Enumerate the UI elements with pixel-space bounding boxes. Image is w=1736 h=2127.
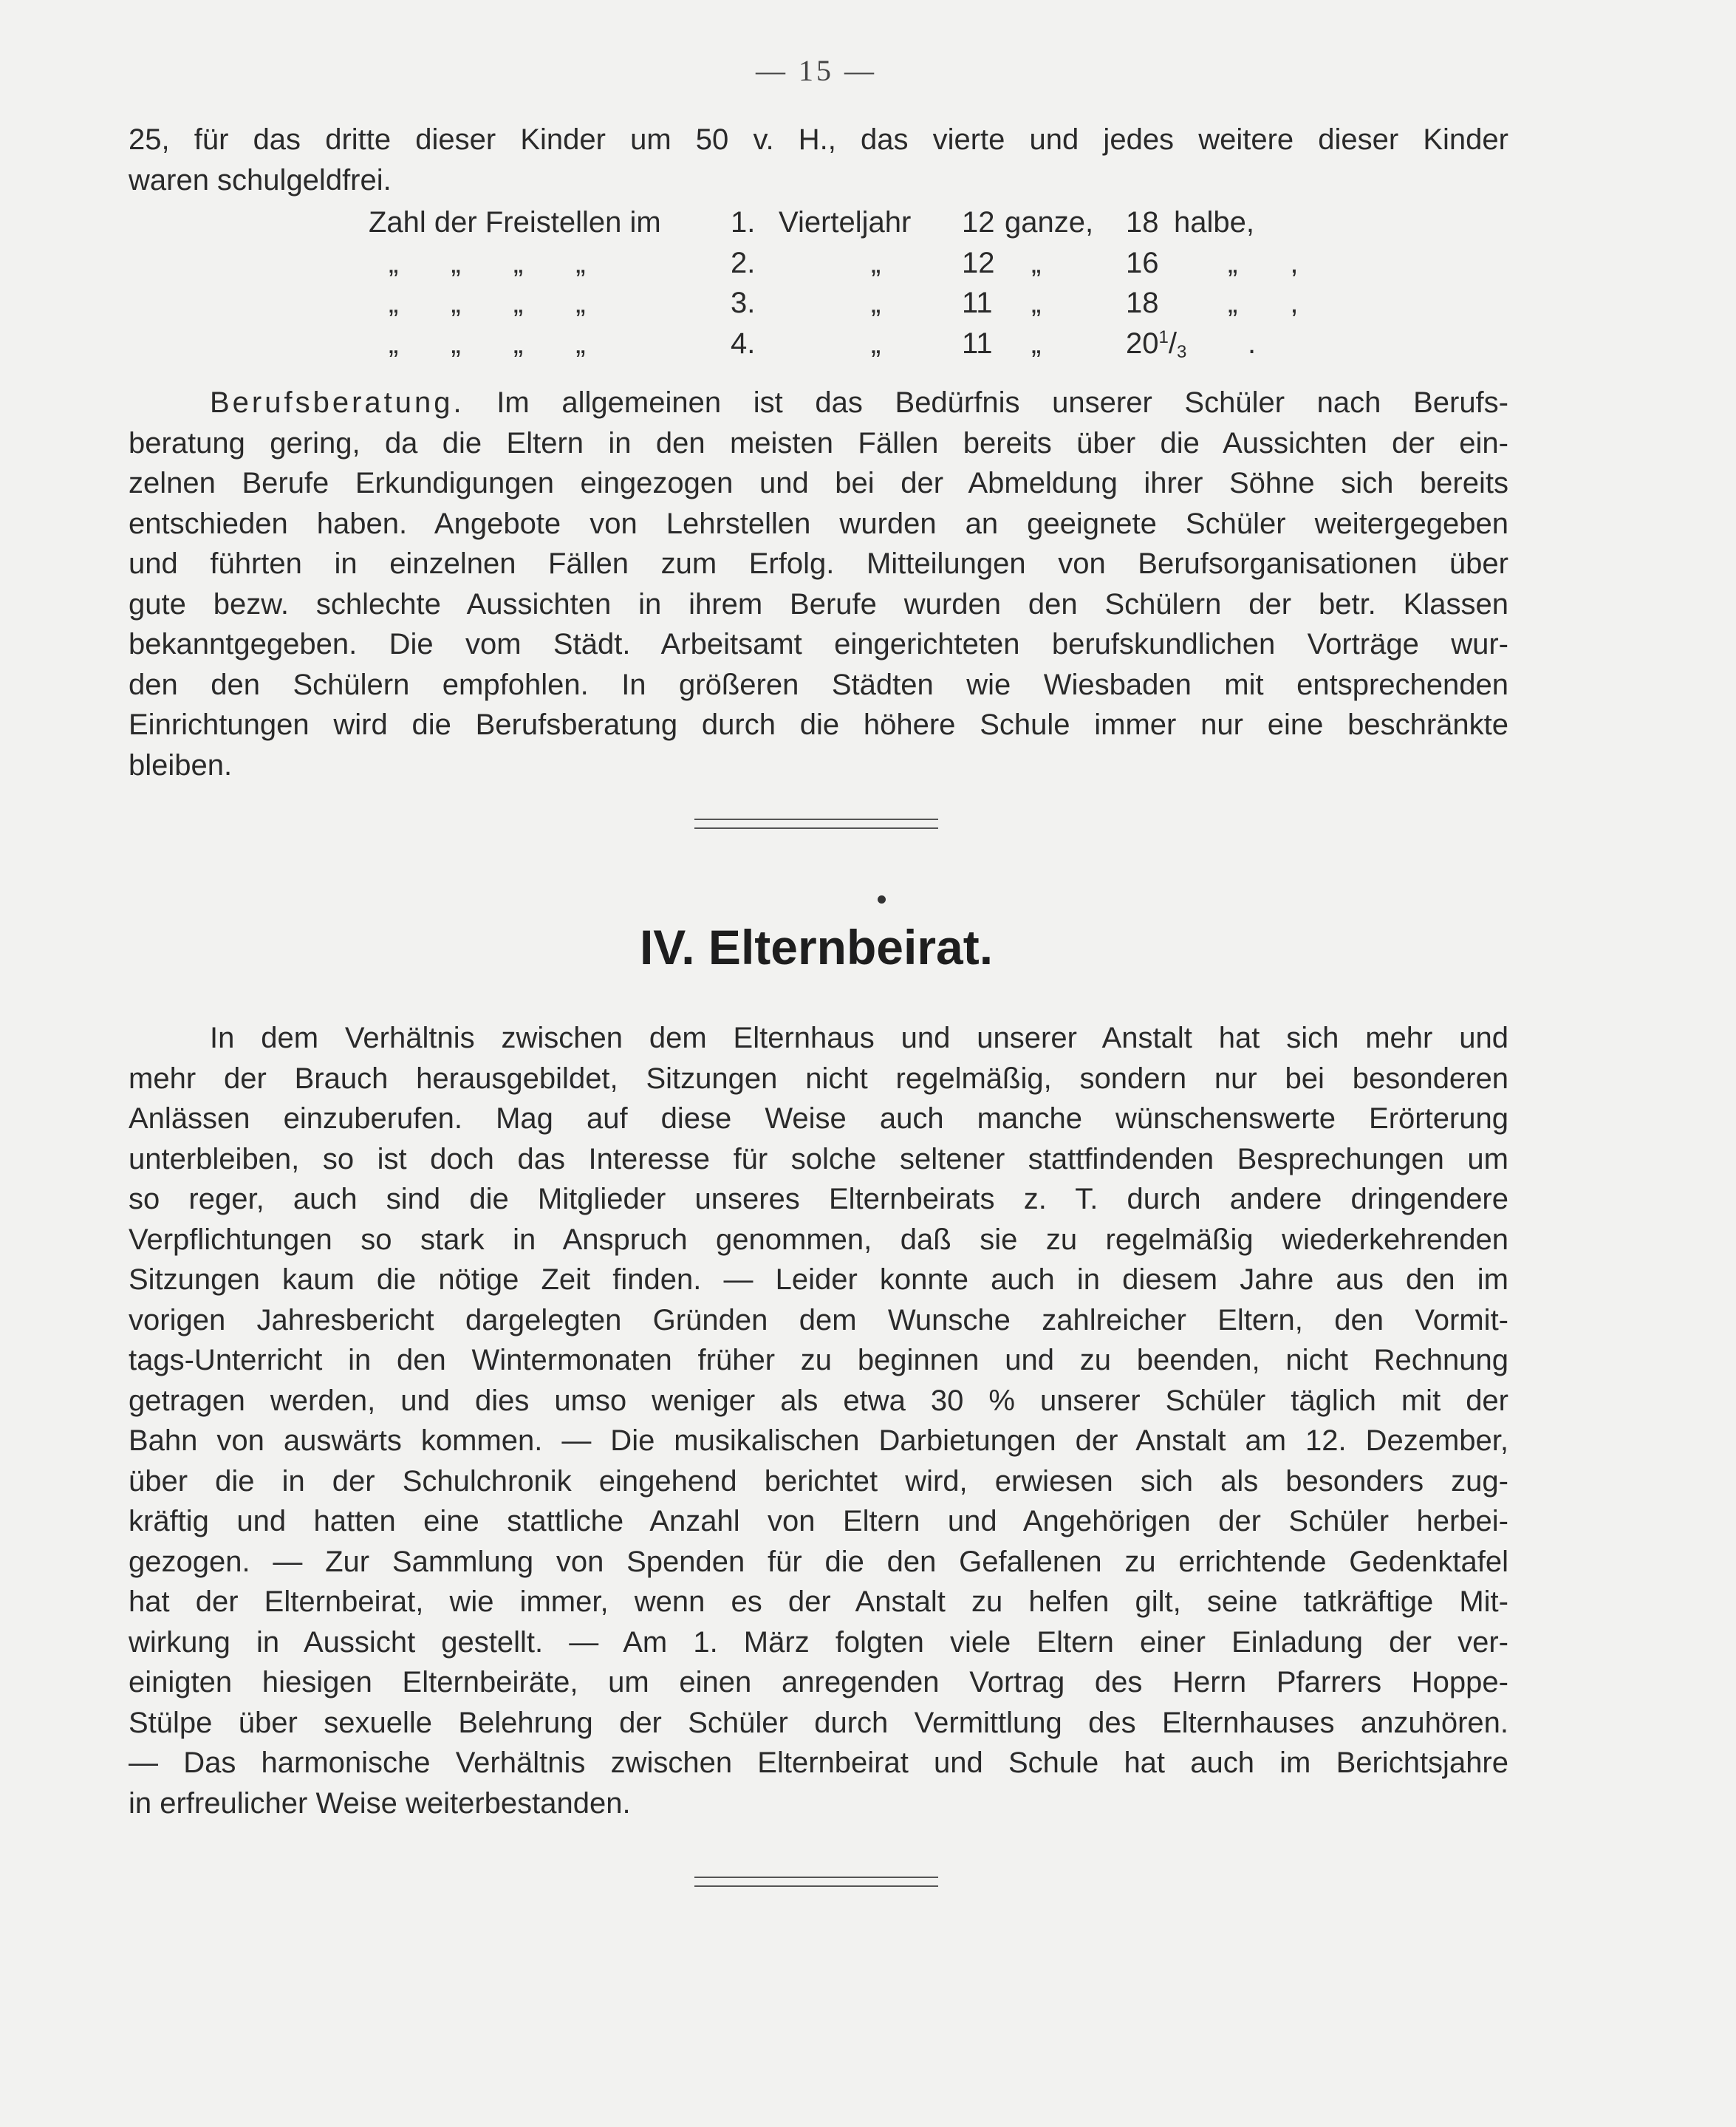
text-line: In dem Verhältnis zwischen dem Elternhaus und unserer Anstalt hat sich mehr und — [210, 1022, 1508, 1054]
text-line: den den Schülern empfohlen. In größeren Städten wie Wiesbaden mit entsprechenden — [129, 668, 1508, 701]
half-count: 20 — [1126, 327, 1159, 360]
text-line: Stülpe über sexuelle Belehrung der Schüler durch Vermittlung des Elternhauses anzuhören. — [129, 1706, 1508, 1739]
ditto-marks: „ „ „ „ — [389, 246, 608, 279]
table-row — [129, 243, 1508, 284]
full-count: 11 — [962, 287, 993, 319]
freistellen-table — [129, 202, 1508, 363]
unit-label: Vierteljahr — [779, 206, 912, 239]
quarter-number: 4. — [731, 327, 756, 360]
text-line: getragen werden, und dies umso weniger als etwa 30 % unserer Schüler täglich mit der — [129, 1384, 1508, 1417]
text-line: Verpflichtungen so stark in Anspruch genommen, daß sie zu regelmäßig wiederkehrenden — [129, 1223, 1508, 1256]
fraction-numerator: 1 — [1158, 327, 1169, 347]
text-line: gute bezw. schlechte Aussichten in ihrem Berufe wurden den Schülern der betr. Klassen — [129, 587, 1508, 621]
full-count: 12 — [962, 246, 995, 279]
text-line: bleiben. — [129, 748, 233, 782]
elternbeirat-paragraph — [129, 1018, 1508, 1823]
text-line: tags-Unterricht in den Wintermonaten früher zu beginnen und zu beenden, nicht Rechnung — [129, 1344, 1508, 1376]
text-line: Sitzungen kaum die nötige Zeit finden. — Leider konnte auch in diesem Jahre aus den im — [129, 1263, 1508, 1296]
text-line: hat der Elternbeirat, wie immer, wenn es der Anstalt zu helfen gilt, seine tatkräftige Mit- — [129, 1585, 1508, 1618]
half-count-fraction: $20^1/_3$ — [1126, 327, 1187, 362]
text-line: über die in der Schulchronik eingehend berichtet wird, erwiesen sich als besonders zug- — [129, 1464, 1508, 1498]
text-line: 25, für das dritte dieser Kinder um 50 v. H., das vierte und jedes weitere dieser Kinder — [129, 123, 1508, 156]
fraction-denominator: 3 — [1176, 341, 1187, 362]
ditto-mark: „ — [1031, 287, 1042, 319]
table-row — [129, 324, 1508, 364]
text-line: mehr der Brauch herausgebildet, Sitzungen nicht regelmäßig, sondern nur bei besonderen — [129, 1062, 1508, 1095]
text-line: beratung gering, da die Eltern in den meisten Fällen bereits über die Aussichten der ein- — [129, 426, 1508, 460]
text-line: wirkung in Aussicht gestellt. — Am 1. März folgten viele Eltern einer Einladung der ver- — [129, 1625, 1508, 1659]
text-line: gezogen. — Zur Sammlung von Spenden für die den Gefallenen zu errichtende Gedenktafel — [129, 1545, 1508, 1578]
text-line: waren schulgeldfrei. — [129, 163, 392, 197]
section-heading: IV. Elternbeirat. — [639, 920, 994, 974]
text-line: vorigen Jahresbericht dargelegten Gründen dem Wunsche zahlreicher Eltern, den Vormit- — [129, 1303, 1508, 1336]
section-divider — [694, 1877, 938, 1887]
text-line: Anlässen einzuberufen. Mag auf diese Weise auch manche wünschenswerte Erörterung — [129, 1102, 1508, 1135]
text-line: Bahn von auswärts kommen. — Die musikalischen Darbietungen der Anstalt am 12. Dezember, — [129, 1424, 1508, 1457]
row-suffix: . — [1248, 327, 1257, 360]
berufsberatung-paragraph — [129, 383, 1508, 785]
quarter-number: 2. — [731, 246, 756, 279]
text-line: Berufsberatung. Im allgemeinen ist das Bedürfnis unserer Schüler nach Berufs- — [210, 386, 1508, 419]
half-count: 16 — [1126, 246, 1159, 279]
page-number: — 15 — — [756, 54, 877, 87]
quarter-number: 1. — [731, 206, 756, 239]
table-lead-label: Zahl der Freistellen im — [369, 206, 661, 239]
text-line: einigten hiesigen Elternbeiräte, um einen anregenden Vortrag des Herrn Pfarrers Hoppe- — [129, 1666, 1508, 1698]
print-dot — [878, 895, 886, 904]
text-line: entschieden haben. Angebote von Lehrstellen wurden an geeignete Schüler weitergegeben — [129, 507, 1508, 540]
text-line: und führten in einzelnen Fällen zum Erfolg. Mitteilungen von Berufsorganisationen über — [129, 547, 1508, 580]
ditto-mark: „ — [871, 246, 881, 279]
ditto-marks: „ „ „ „ — [389, 327, 608, 360]
quarter-number: 3. — [731, 287, 756, 319]
text-line: Einrichtungen wird die Berufsberatung durch die höhere Schule immer nur eine beschränkte — [129, 709, 1508, 741]
full-count: 12 — [962, 206, 995, 239]
table-row — [129, 283, 1508, 324]
half-label: halbe, — [1174, 206, 1254, 239]
text-line: zelnen Berufe Erkundigungen eingezogen und bei der Abmeldung ihrer Söhne sich bereits — [129, 467, 1508, 499]
row-suffix: „ , — [1228, 246, 1321, 279]
full-label: ganze, — [1005, 206, 1094, 239]
ditto-mark: „ — [1031, 327, 1042, 360]
half-count: 18 — [1126, 287, 1159, 319]
row-suffix: „ , — [1228, 287, 1321, 319]
ditto-mark: „ — [871, 287, 881, 319]
text-line: kräftig und hatten eine stattliche Anzahl von Eltern und Angehörigen der Schüler herbei- — [129, 1505, 1508, 1537]
text-line: so reger, auch sind die Mitglieder unseres Elternbeirats z. T. durch andere dringendere — [129, 1183, 1508, 1215]
ditto-mark: „ — [871, 327, 881, 360]
table-row — [129, 202, 1508, 243]
paragraph-heading: Berufsberatung. — [210, 386, 465, 419]
full-count: 11 — [962, 327, 993, 360]
ditto-marks: „ „ „ „ — [389, 287, 608, 319]
ditto-mark: „ — [1031, 246, 1042, 279]
text-line: — Das harmonische Verhältnis zwischen Elternbeirat und Schule hat auch im Berichtsjahre — [129, 1747, 1508, 1779]
text-line: unterbleiben, so ist doch das Interesse für solche seltener stattfindenden Besprechungen um — [129, 1142, 1508, 1175]
intro-paragraph — [129, 120, 1508, 200]
section-divider — [694, 819, 938, 829]
text-line: in erfreulicher Weise weiterbestanden. — [129, 1786, 631, 1820]
half-count: 18 — [1126, 206, 1159, 239]
text-line: bekanntgegeben. Die vom Städt. Arbeitsamt eingerichteten berufskundlichen Vorträge wur- — [129, 628, 1508, 660]
